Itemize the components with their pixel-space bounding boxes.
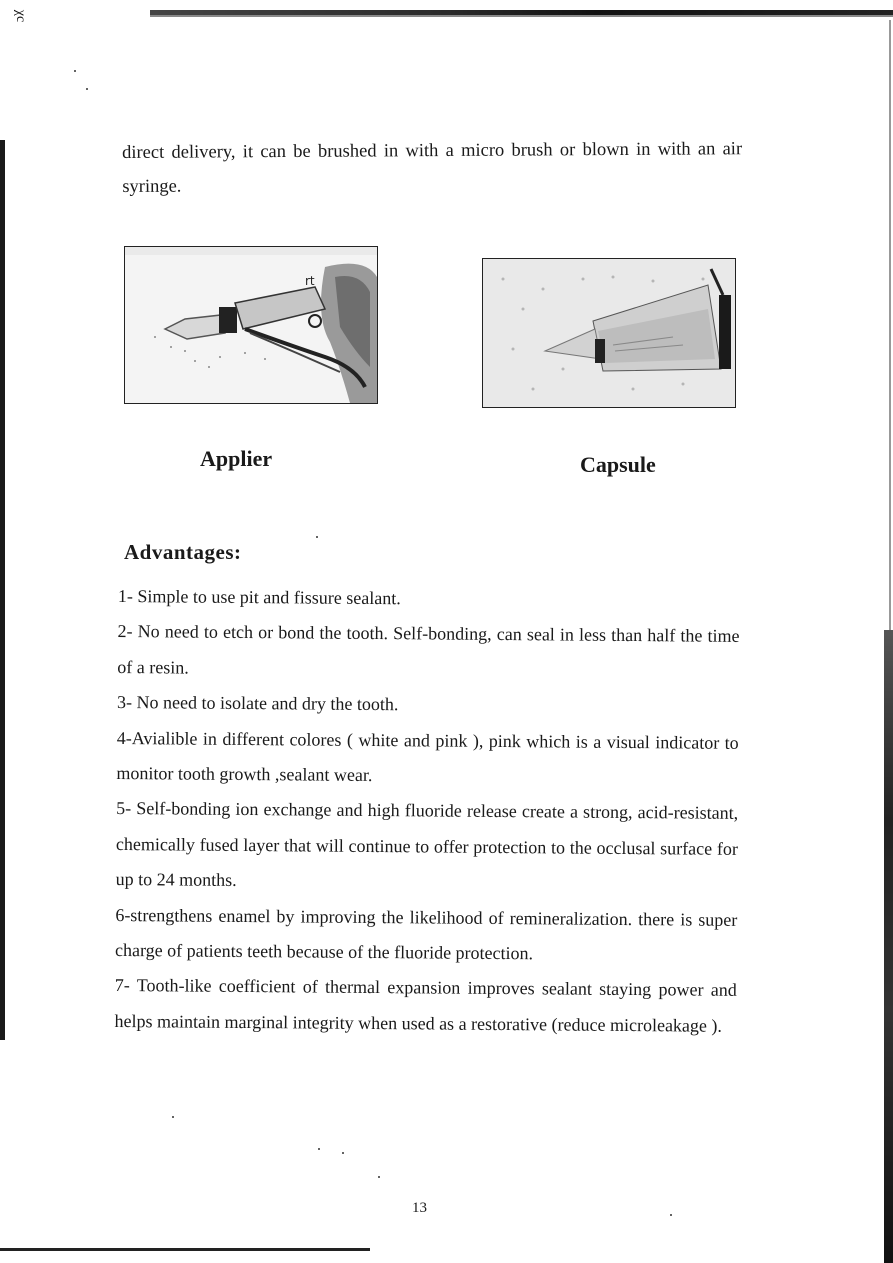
scan-speck [86, 88, 88, 90]
scan-speck [318, 1148, 320, 1150]
advantages-heading: Advantages: [124, 540, 242, 564]
right-scan-edge [884, 630, 893, 1263]
top-edge-rule [150, 10, 893, 15]
capsule-photo [482, 258, 736, 408]
scan-speck [316, 536, 318, 538]
page-number: 13 [412, 1200, 427, 1216]
list-item: 1- Simple to use pit and fissure sealant. [117, 585, 401, 609]
corner-mark: χc [13, 9, 29, 23]
list-item: 3- No need to isolate and dry the tooth. [116, 692, 399, 715]
applier-icon [125, 247, 377, 403]
list-item: 5- Self-bonding ion exchange and high fluoride release create a strong, acid-resistant, chemically fused layer that will continue to offer protection to the occlusal surface for up to 24 months. [115, 798, 739, 891]
list-item: 7- Tooth-like coefficient of thermal expansion improves sealant staying power and helps maintain marginal integrity when used as a restorative (reduce microleakage ). [114, 975, 737, 1036]
applier-caption: Applier [200, 446, 273, 471]
scan-speck [342, 1152, 344, 1154]
right-scan-line [889, 20, 891, 630]
left-scan-edge [0, 140, 5, 1040]
advantages-list [114, 579, 740, 1044]
capsule-icon [483, 259, 735, 407]
list-item: 6-strengthens enamel by improving the likelihood of remineralization. there is super charge of patients teeth because of the fluoride protection. [115, 904, 738, 964]
scan-speck [670, 1214, 672, 1216]
applier-photo [124, 246, 378, 404]
scan-speck [74, 70, 76, 72]
scan-speck [172, 1116, 174, 1118]
list-item: 4-Avialible in different colores ( white and pink ), pink which is a visual indicator to monitor tooth growth ,sealant wear. [116, 727, 739, 786]
svg-text:rt: rt [305, 274, 315, 288]
list-item: 2- No need to etch or bond the tooth. Self-bonding, can seal in less than half the time of a resin. [117, 621, 740, 678]
bottom-edge-rule [0, 1248, 370, 1251]
intro-paragraph: direct delivery, it can be brushed in with a micro brush or blown in with an air syringe. [122, 139, 743, 197]
capsule-caption: Capsule [580, 452, 656, 477]
scan-speck [378, 1176, 380, 1178]
